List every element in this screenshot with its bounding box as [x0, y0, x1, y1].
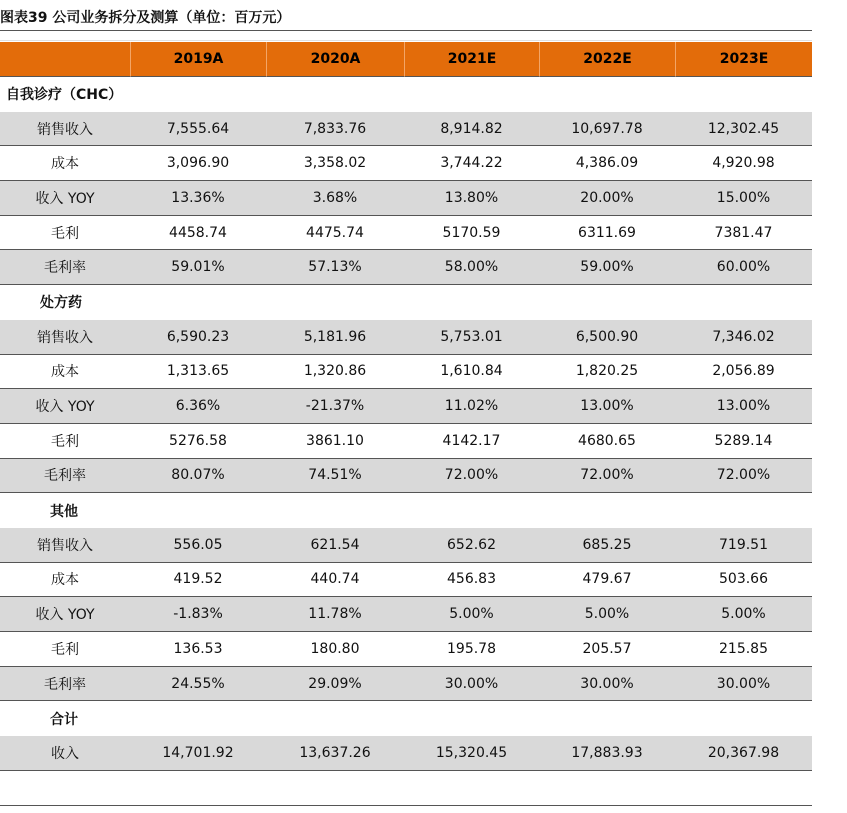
row-label: 毛利: [0, 424, 130, 459]
table-cell: 15,320.45: [404, 736, 539, 771]
row-label: 收入 YOY: [0, 597, 130, 632]
table-cell: 5.00%: [404, 597, 539, 632]
table-row: [0, 424, 812, 459]
table-cell: 12,302.45: [675, 112, 812, 147]
row-label: 销售收入: [0, 528, 130, 563]
figure-title: 图表39 公司业务拆分及测算（单位：百万元）: [0, 10, 291, 26]
table-row: [0, 597, 812, 632]
table-cell: 136.53: [130, 632, 266, 667]
table-cell: -1.83%: [130, 597, 266, 632]
table-cell: 1,610.84: [404, 355, 539, 390]
row-label: 成本: [0, 563, 130, 598]
row-label: 毛利率: [0, 250, 130, 285]
table-cell: 195.78: [404, 632, 539, 667]
table-cell: 58.00%: [404, 250, 539, 285]
row-label: 成本: [0, 355, 130, 390]
table-cell: 1,820.25: [539, 355, 675, 390]
table-cell: 80.07%: [130, 459, 266, 494]
section-label: 自我诊疗（CHC）: [6, 87, 123, 104]
header-separator: [0, 40, 812, 41]
header-cell-2021e: 2021E: [404, 42, 539, 77]
table-row: [0, 632, 812, 667]
table-cell: 72.00%: [404, 459, 539, 494]
table-cell: 503.66: [675, 563, 812, 598]
table-cell: 7,555.64: [130, 112, 266, 147]
table-cell: 4,920.98: [675, 146, 812, 181]
row-label: 收入 YOY: [0, 181, 130, 216]
row-label: 毛利率: [0, 667, 130, 702]
table-cell: 3,744.22: [404, 146, 539, 181]
section-row-prescription: [0, 285, 812, 320]
table-row: [0, 528, 812, 563]
table-cell: 7381.47: [675, 216, 812, 251]
table-cell: 3,096.90: [130, 146, 266, 181]
row-label: 毛利: [0, 632, 130, 667]
row-label: 销售收入: [0, 320, 130, 355]
table-cell: 72.00%: [539, 459, 675, 494]
table-row: [0, 389, 812, 424]
table-row: [0, 216, 812, 251]
row-label: 收入: [0, 736, 130, 771]
table-cell: 13.80%: [404, 181, 539, 216]
table-cell: 13.36%: [130, 181, 266, 216]
table-cell: 419.52: [130, 563, 266, 598]
table-cell: 652.62: [404, 528, 539, 563]
row-label: 成本: [0, 146, 130, 181]
table-cell: 5.00%: [539, 597, 675, 632]
table-cell: 7,346.02: [675, 320, 812, 355]
table-cell: 3,358.02: [266, 146, 404, 181]
table-cell: 17,883.93: [539, 736, 675, 771]
table-row: [0, 667, 812, 702]
table-cell: 7,833.76: [266, 112, 404, 147]
table-cell: 6.36%: [130, 389, 266, 424]
table-row: [0, 355, 812, 390]
table-cell: 440.74: [266, 563, 404, 598]
table-cell: 4142.17: [404, 424, 539, 459]
table-cell: 13.00%: [539, 389, 675, 424]
table-cell: 1,313.65: [130, 355, 266, 390]
table-cell: 10,697.78: [539, 112, 675, 147]
table-row: [0, 181, 812, 216]
table-cell: 5,181.96: [266, 320, 404, 355]
table-cell: 72.00%: [675, 459, 812, 494]
table-cell: 8,914.82: [404, 112, 539, 147]
table-row: [0, 250, 812, 285]
bottom-rule: [0, 805, 812, 806]
table-cell: 15.00%: [675, 181, 812, 216]
section-label: 合计: [50, 711, 78, 728]
table-cell: 2,056.89: [675, 355, 812, 390]
table-cell: 4458.74: [130, 216, 266, 251]
table-cell: -21.37%: [266, 389, 404, 424]
section-label: 其他: [50, 503, 78, 520]
table-cell: 556.05: [130, 528, 266, 563]
table-cell: 621.54: [266, 528, 404, 563]
table-cell: 5170.59: [404, 216, 539, 251]
table-cell: 479.67: [539, 563, 675, 598]
section-row-chc: [0, 77, 812, 112]
header-cell-2023e: 2023E: [675, 42, 812, 77]
table-cell: 13,637.26: [266, 736, 404, 771]
section-row-other: [0, 493, 812, 528]
table-cell: 3.68%: [266, 181, 404, 216]
table-cell: 180.80: [266, 632, 404, 667]
row-label: 毛利率: [0, 459, 130, 494]
table-cell: 59.00%: [539, 250, 675, 285]
table-cell: 4,386.09: [539, 146, 675, 181]
title-rule: [0, 30, 812, 31]
table-cell: 6311.69: [539, 216, 675, 251]
table-cell: 4680.65: [539, 424, 675, 459]
table-cell: 20,367.98: [675, 736, 812, 771]
table-cell: 59.01%: [130, 250, 266, 285]
table-cell: 30.00%: [675, 667, 812, 702]
table-cell: 74.51%: [266, 459, 404, 494]
table-cell: 13.00%: [675, 389, 812, 424]
table-cell: 456.83: [404, 563, 539, 598]
table-cell: 5276.58: [130, 424, 266, 459]
header-cell-2019a: 2019A: [130, 42, 266, 77]
table-cell: 24.55%: [130, 667, 266, 702]
header-cell-blank: [0, 42, 130, 77]
table-cell: 60.00%: [675, 250, 812, 285]
header-row: [0, 42, 812, 77]
business-breakdown-table: [0, 42, 812, 771]
table-cell: 215.85: [675, 632, 812, 667]
table-cell: 6,500.90: [539, 320, 675, 355]
table-row: [0, 320, 812, 355]
table-cell: 14,701.92: [130, 736, 266, 771]
table-cell: 30.00%: [404, 667, 539, 702]
table-row: [0, 563, 812, 598]
table-cell: 5.00%: [675, 597, 812, 632]
header-cell-2022e: 2022E: [539, 42, 675, 77]
table-cell: 11.78%: [266, 597, 404, 632]
table-cell: 57.13%: [266, 250, 404, 285]
header-cell-2020a: 2020A: [266, 42, 404, 77]
section-row-total: [0, 701, 812, 736]
row-label: 收入 YOY: [0, 389, 130, 424]
table-cell: 4475.74: [266, 216, 404, 251]
table-cell: 30.00%: [539, 667, 675, 702]
table-cell: 685.25: [539, 528, 675, 563]
table-cell: 205.57: [539, 632, 675, 667]
table-cell: 1,320.86: [266, 355, 404, 390]
table-cell: 719.51: [675, 528, 812, 563]
table-cell: 5289.14: [675, 424, 812, 459]
table-row: [0, 459, 812, 494]
table-cell: 29.09%: [266, 667, 404, 702]
table-cell: 6,590.23: [130, 320, 266, 355]
table-row: [0, 146, 812, 181]
row-label: 毛利: [0, 216, 130, 251]
table-cell: 20.00%: [539, 181, 675, 216]
section-label: 处方药: [40, 295, 82, 312]
table-cell: 11.02%: [404, 389, 539, 424]
row-label: 销售收入: [0, 112, 130, 147]
table-cell: 5,753.01: [404, 320, 539, 355]
table-row: [0, 112, 812, 147]
table-cell: 3861.10: [266, 424, 404, 459]
table-row: [0, 736, 812, 771]
